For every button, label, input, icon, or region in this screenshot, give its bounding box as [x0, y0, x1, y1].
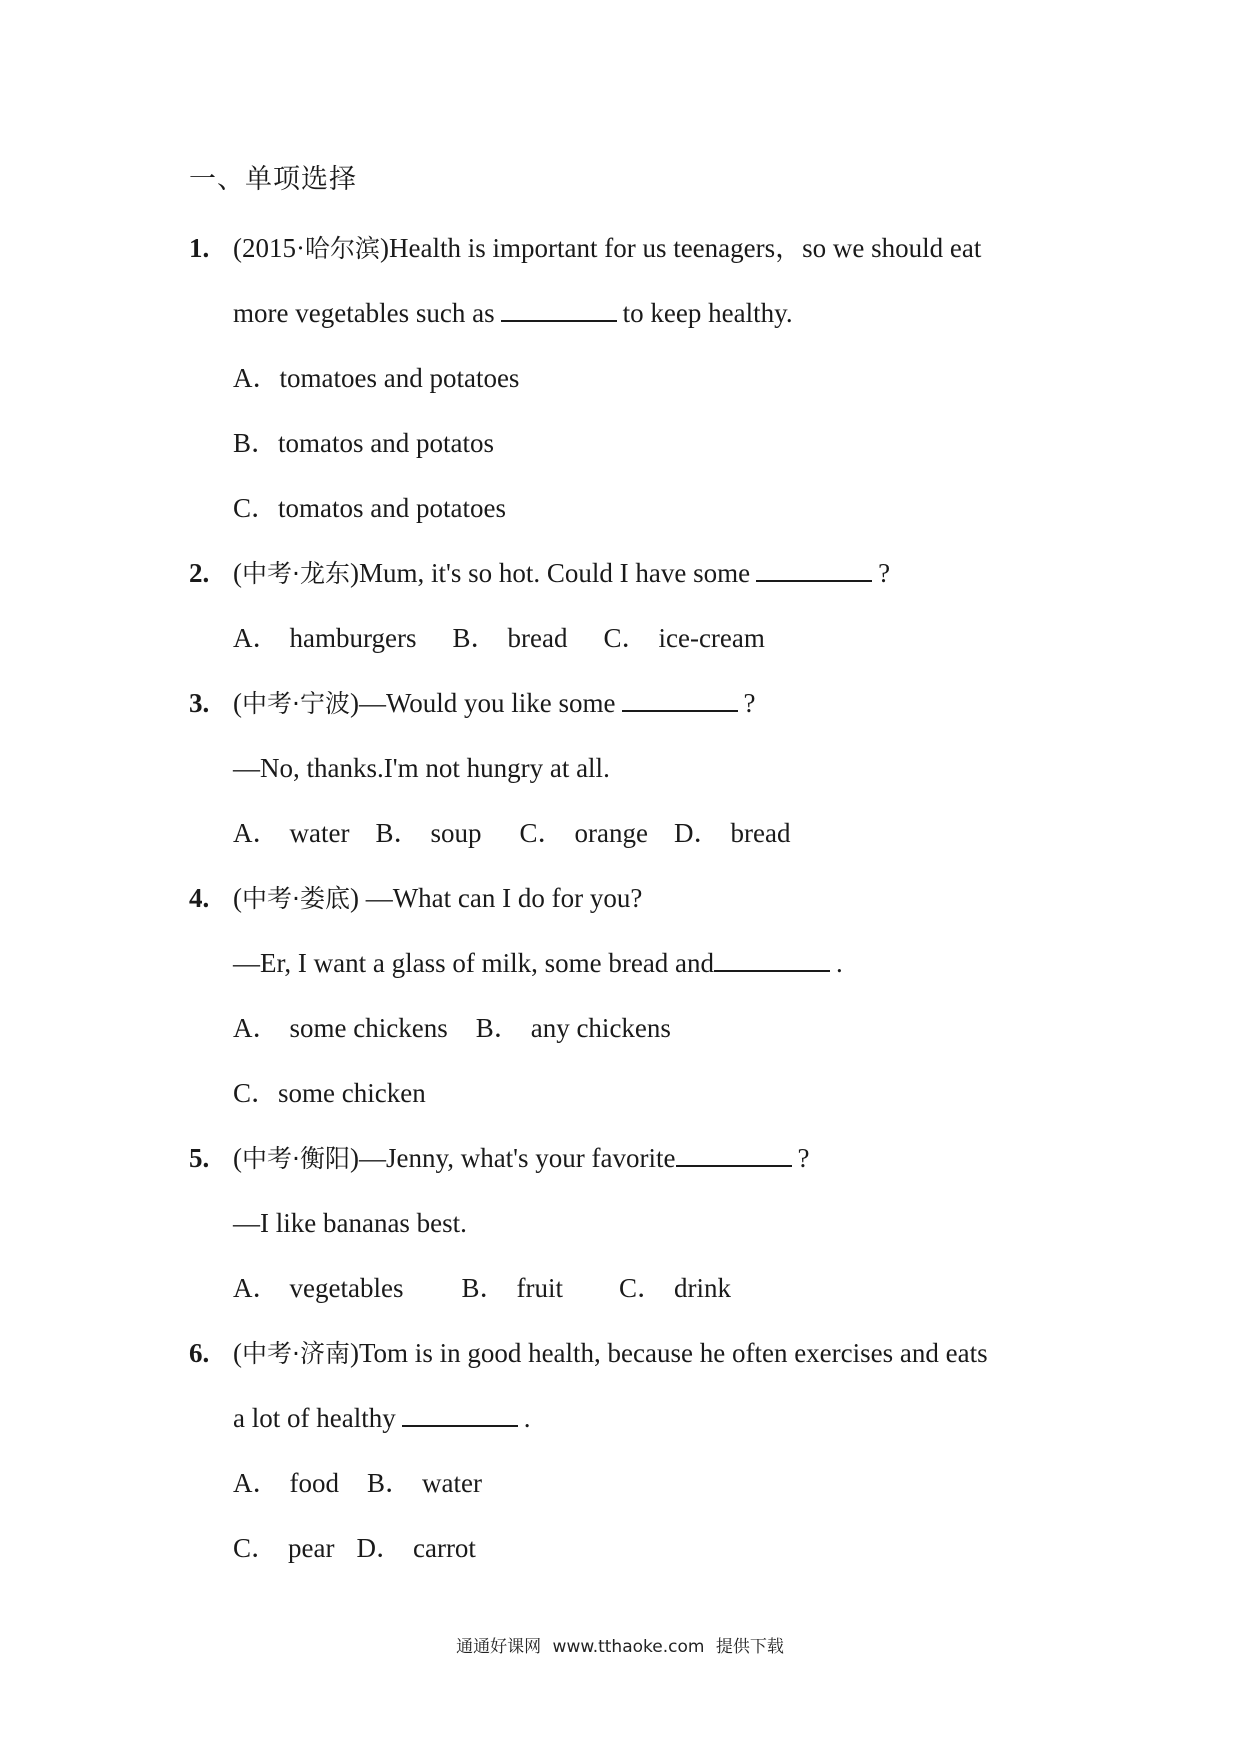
option-letter: A． [233, 1013, 280, 1043]
answer-blank [501, 296, 617, 322]
option-letter: A． [233, 818, 280, 848]
option-text: tomatos and potatos [278, 428, 494, 458]
source-open: ( [233, 883, 242, 913]
option-text: soup [430, 818, 482, 848]
option-letter: C． [618, 1273, 664, 1303]
option-letter: B． [375, 818, 421, 848]
option-text: fruit [516, 1273, 563, 1303]
answer-blank [676, 1141, 792, 1167]
option-letter: A． [233, 1468, 280, 1498]
source-open: ( [233, 688, 242, 718]
source-close: ) [349, 883, 359, 913]
question-1-stem-cont [233, 293, 793, 333]
question-4-stem [189, 878, 642, 919]
option-letter: D． [356, 1533, 403, 1563]
option-text: water [289, 818, 350, 848]
option-letter: A． [233, 623, 280, 653]
option-letter: B． [475, 1013, 521, 1043]
option-text: drink [673, 1273, 731, 1303]
question-number: 1. [189, 233, 210, 263]
source-place: 哈尔滨 [304, 234, 380, 263]
question-text: —Jenny, what's your favorite [358, 1143, 676, 1173]
option-text: tomatos and potatoes [278, 493, 506, 523]
option-2a [233, 618, 416, 658]
source-open: ( [233, 1338, 242, 1368]
section-title: 一、单项选择 [189, 164, 357, 195]
option-3c [520, 813, 648, 853]
option-letter: A． [233, 1273, 280, 1303]
question-text: —What can I do for you? [358, 883, 643, 913]
option-6a [233, 1463, 339, 1503]
option-5a [233, 1268, 403, 1308]
option-letter: B． [452, 623, 498, 653]
option-text: tomatoes and potatoes [279, 363, 520, 393]
option-text: pear [288, 1533, 335, 1563]
option-text: orange [574, 818, 648, 848]
question-text: Mum, it's so hot. Could I have some [358, 558, 751, 588]
question-1-stem [189, 228, 981, 269]
answer-blank [622, 686, 738, 712]
question-4-reply [233, 943, 843, 983]
option-4b [476, 1008, 671, 1048]
option-text: food [289, 1468, 339, 1498]
question-number: 4. [189, 883, 210, 913]
option-letter: C． [233, 1533, 279, 1563]
option-1c [233, 488, 506, 528]
question-5-stem [189, 1138, 809, 1179]
question-6-stem [189, 1333, 988, 1374]
source-place: 中考·龙东 [242, 559, 350, 588]
option-letter: A． [233, 363, 280, 393]
option-letter: D． [673, 818, 721, 848]
question-text-end: . [836, 948, 843, 978]
option-5b [461, 1268, 563, 1308]
option-6b [367, 1463, 482, 1503]
question-6-options-cd [233, 1528, 512, 1568]
option-1b [233, 423, 494, 463]
source-place: 中考·宁波 [242, 689, 350, 718]
option-6c [233, 1528, 334, 1568]
question-6-options-ab [233, 1463, 518, 1503]
answer-blank [402, 1401, 518, 1427]
question-text: to keep healthy. [622, 298, 793, 328]
source-open: ( [233, 1143, 242, 1173]
option-4c [233, 1073, 426, 1113]
option-text: hamburgers [289, 623, 417, 653]
option-4a [233, 1008, 448, 1048]
source-close: ) [349, 558, 359, 588]
option-text: bread [507, 623, 568, 653]
footer-credit: 通通好课网 www.tthaoke.com 提供下载 [456, 1637, 784, 1657]
question-number: 2. [189, 558, 210, 588]
option-5c [619, 1268, 731, 1308]
option-letter: C． [603, 623, 649, 653]
question-4-options-ab [233, 1008, 707, 1048]
question-number: 5. [189, 1143, 210, 1173]
option-letter: C． [233, 493, 279, 523]
source-close: ) [349, 688, 359, 718]
question-text: a lot of healthy [233, 1403, 396, 1433]
question-3-options [233, 813, 826, 853]
option-text: some chickens [289, 1013, 448, 1043]
option-2c [603, 618, 764, 658]
question-number: 3. [189, 688, 210, 718]
question-text: —Would you like some [358, 688, 616, 718]
option-text: water [422, 1468, 482, 1498]
source-close: ) [380, 233, 389, 263]
option-3d [674, 813, 790, 853]
option-6d [356, 1528, 475, 1568]
question-3-reply: —No, thanks.I'm not hungry at all. [233, 753, 610, 783]
option-letter: B． [367, 1468, 413, 1498]
source-open: (2015· [233, 233, 305, 263]
question-text: more vegetables such as [233, 298, 495, 328]
answer-blank [714, 946, 830, 972]
source-place: 中考·衡阳 [242, 1144, 350, 1173]
option-text: bread [730, 818, 791, 848]
question-text-end: ? [878, 558, 891, 588]
question-2-stem [189, 553, 890, 594]
question-text-end: . [523, 1403, 531, 1433]
option-text: ice-cream [658, 623, 765, 653]
option-1a [233, 358, 519, 398]
question-text: —Er, I want a glass of milk, some bread and [233, 948, 715, 978]
source-place: 中考·娄底 [242, 884, 350, 913]
option-text: carrot [412, 1533, 476, 1563]
option-letter: C． [519, 818, 565, 848]
question-5-options [233, 1268, 767, 1308]
source-close: ) [349, 1338, 359, 1368]
question-3-stem [189, 683, 756, 724]
option-letter: B． [461, 1273, 507, 1303]
question-number: 6. [189, 1338, 210, 1368]
question-5-reply: —I like bananas best. [233, 1208, 467, 1238]
option-text: any chickens [530, 1013, 671, 1043]
question-2-options [233, 618, 801, 658]
answer-blank [756, 556, 872, 582]
option-letter: B． [233, 428, 279, 458]
option-letter: C． [233, 1078, 279, 1108]
option-text: some chicken [278, 1078, 426, 1108]
source-close: ) [349, 1143, 359, 1173]
question-text: Tom is in good health, because he often exercises and eats [358, 1338, 988, 1368]
question-6-stem-cont [233, 1398, 530, 1438]
option-2b [452, 618, 567, 658]
option-text: vegetables [289, 1273, 404, 1303]
source-place: 中考·济南 [242, 1339, 350, 1368]
option-3a [233, 813, 349, 853]
question-text: Health is important for us teenagers，so we should eat [389, 233, 982, 263]
question-text-end: ? [797, 1143, 810, 1173]
source-open: ( [233, 558, 242, 588]
option-3b [375, 813, 481, 853]
question-text-end: ? [743, 688, 756, 718]
